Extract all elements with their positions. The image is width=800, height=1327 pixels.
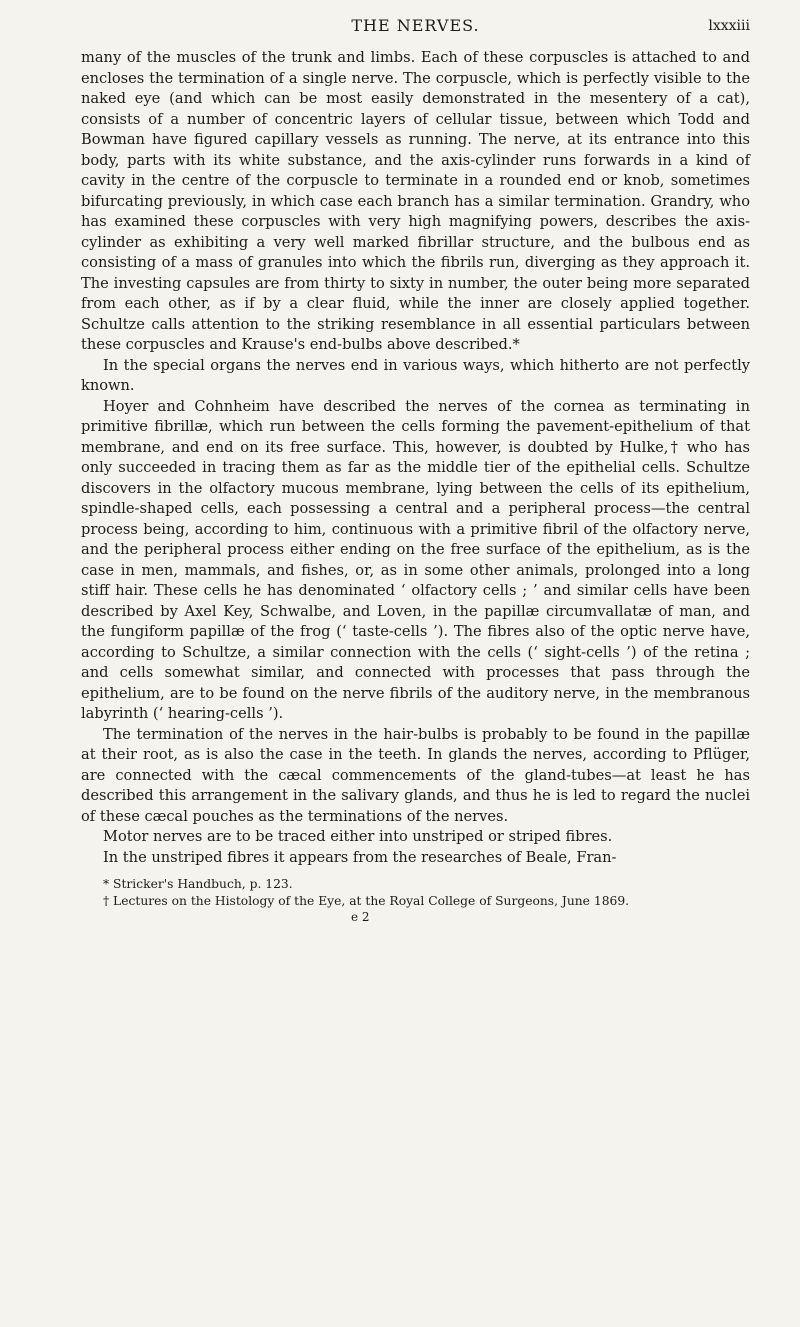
body-text [81,48,750,868]
running-head [81,16,750,40]
paragraph: Motor nerves are to be traced either into unstriped or striped fibres. [103,828,613,845]
footnote: † Lectures on the Histology of the Eye, at the Royal College of Surgeons, June 1869. [103,894,630,908]
page-number: lxxxiii [708,18,750,34]
paragraph: The termination of the nerves in the hair-bulbs is probably to be found in the papillæ at their root, as is also the case in the teeth. In glands the nerves, according to Pflüger, are connected with the cæcal commencements of the gland-tubes—at least he has described this arrangement in the salivary glands, and thus he is led to regard the nuclei of these cæcal pouches as the terminations of the nerves. [81,725,750,825]
paragraph: In the unstriped fibres it appears from the researches of Beale, Fran- [103,848,617,866]
paragraph: Hoyer and Cohnheim have described the nerves of the cornea as terminating in primitive fibrillæ, which run between the cells forming the pavement-epithelium of that membrane, and end on its free surface. This, however, is doubted by Hulke,† who has only succeeded in tracing them as far as the middle tier of the epithelial cells. Schultze discovers in the olfactory mucous membrane, lying between the cells of its epithelium, spindle-shaped cells, each possessing a central and a peripheral process—the central process being, according to him, continuous with a primitive fibril of the olfactory nerve, and the peripheral process either ending on the free surface of the epithelium, as is the case in men, mammals, and fishes, or, as in some other animals, prolonged into a long stiff hair. These cells he has denominated ‘ olfactory cells ; ’ and similar cells have been described by Axel Key, Schwalbe, and Loven, in the papillæ circumvallatæ of man, and the fungiform papillæ of the frog (‘ taste-cells ’). The fibres also of the optic nerve have, according to Schultze, a similar connection with the cells (‘ sight-cells ’) of the retina ; and cells somewhat similar, and connected with processes that pass through the epithelium, are to be found on the nerve fibrils of the auditory nerve, in the membranous labyrinth (‘ hearing-cells ’). [81,397,750,722]
signature-mark: e 2 [351,910,370,924]
running-title: THE NERVES. [351,16,480,35]
footnotes [81,876,750,910]
paragraph: many of the muscles of the trunk and limbs. Each of these corpuscles is attached to and encloses the termination of a single nerve. The corpuscle, which is perfectly visible to the naked eye (and which can be most easily demonstrated in the mesentery of a cat), consists of a number of concentric layers of cellular tissue, between which Todd and Bowman have figured capillary vessels as running. The nerve, at its entrance into this body, parts with its white substance, and the axis-cylinder runs forwards in a kind of cavity in the centre of the corpuscle to terminate in a rounded end or knob, sometimes bifurcating previously, in which case each branch has a similar termination. Grandry, who has examined these corpuscles with very high magnifying powers, describes the axis-cylinder as exhibiting a very well marked fibrillar structure, and the bulbous end as consisting of a mass of granules into which the fibrils run, diverging as they approach it. The investing capsules are from thirty to sixty in number, the outer being more separated from each other, as if by a clear fluid, while the inner are closely applied together. Schultze calls attention to the striking resemblance in all essential particulars between these corpuscles and Krause's end-bulbs above described.* [81,49,750,353]
paragraph: In the special organs the nerves end in various ways, which hitherto are not perfectly known. [81,356,750,394]
footnote: * Stricker's Handbuch, p. 123. [103,877,293,891]
